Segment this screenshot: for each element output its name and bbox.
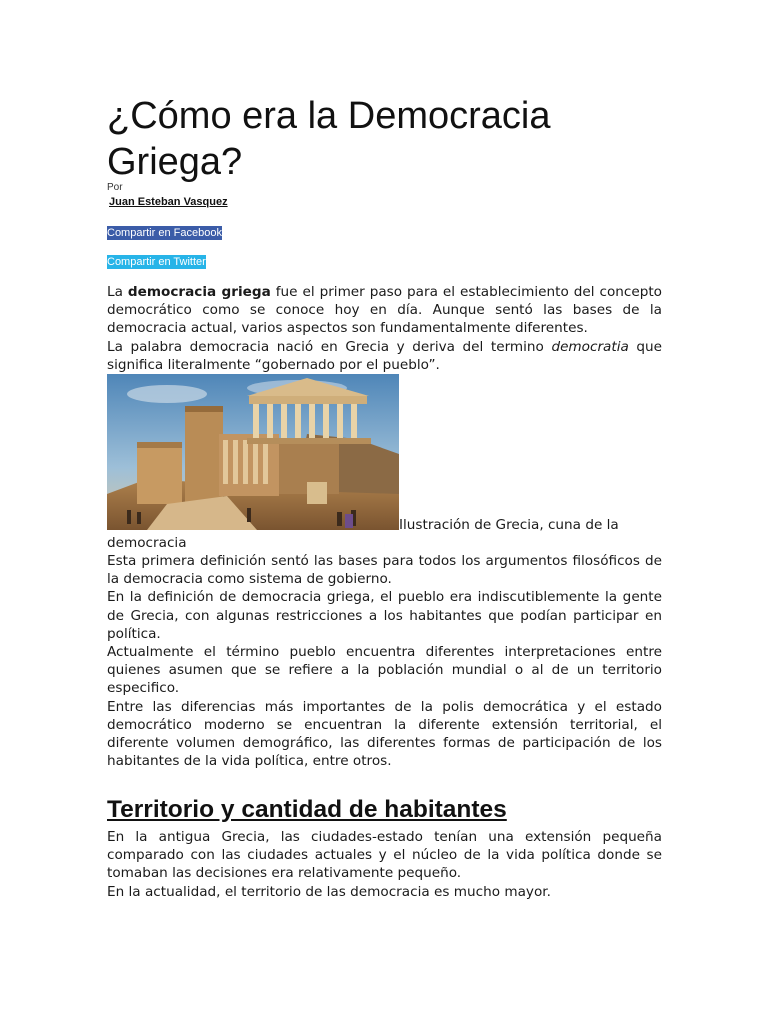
share-facebook-link[interactable]: Compartir en Facebook xyxy=(107,227,222,239)
intro-paragraph-2 xyxy=(107,338,662,374)
intro-paragraph-1 xyxy=(107,283,662,338)
caption-text: Ilustración de Grecia, cuna de la democracia xyxy=(107,517,619,552)
italic-term: democratia xyxy=(551,338,629,355)
author-link[interactable]: Juan Esteban Vasquez xyxy=(109,196,228,208)
section-paragraphs xyxy=(107,828,662,901)
text-run: que significa literalmente “gobernado por el pueblo”. xyxy=(107,338,662,373)
section-heading: Territorio y cantidad de habitantes xyxy=(107,796,507,823)
byline-label: Por xyxy=(107,182,123,193)
acropolis-illustration xyxy=(107,374,399,530)
body-paragraphs xyxy=(107,552,662,770)
figure-caption xyxy=(107,516,662,552)
share-twitter-link[interactable]: Compartir en Twitter xyxy=(107,256,206,268)
text-run: La palabra democracia nació en Grecia y deriva del termino xyxy=(107,338,552,355)
paragraph: Actualmente el término pueblo encuentra diferentes interpretaciones entre quienes asumen que se refiere a la población mundial o al de un territorio especifico. xyxy=(107,644,662,697)
text-run: fue el primer paso para el establecimiento del concepto democrático como se conoce hoy en día. Aunque sentó las bases de la democracia actual, varios aspectos son fundamentalmente diferentes. xyxy=(107,284,662,337)
paragraph: Entre las diferencias más importantes de la polis democrática y el estado democrático moderno se encuentran la diferente extensión territorial, el diferente volumen demográfico, las diferentes formas de participación de los habitantes de la vida política, entre otros. xyxy=(107,698,662,770)
page-title: ¿Cómo era la Democracia Griega? xyxy=(107,95,551,183)
paragraph: En la definición de democracia griega, el pueblo era indiscutiblemente la gente de Grecia, con algunas restricciones a los habitantes que podían participar en política. xyxy=(107,589,662,642)
paragraph: En la antigua Grecia, las ciudades-estado tenían una extensión pequeña comparado con las ciudades actuales y el núcleo de la vida política donde se tomaban las decisiones era relativamente pequeño. xyxy=(107,829,662,882)
paragraph: Esta primera definición sentó las bases para todos los argumentos filosóficos de la democracia como sistema de gobierno. xyxy=(107,553,662,588)
intro-text xyxy=(107,283,662,374)
paragraph: En la actualidad, el territorio de las democracia es mucho mayor. xyxy=(107,883,551,900)
text-run: La xyxy=(107,284,128,300)
bold-term: democracia griega xyxy=(127,284,271,300)
